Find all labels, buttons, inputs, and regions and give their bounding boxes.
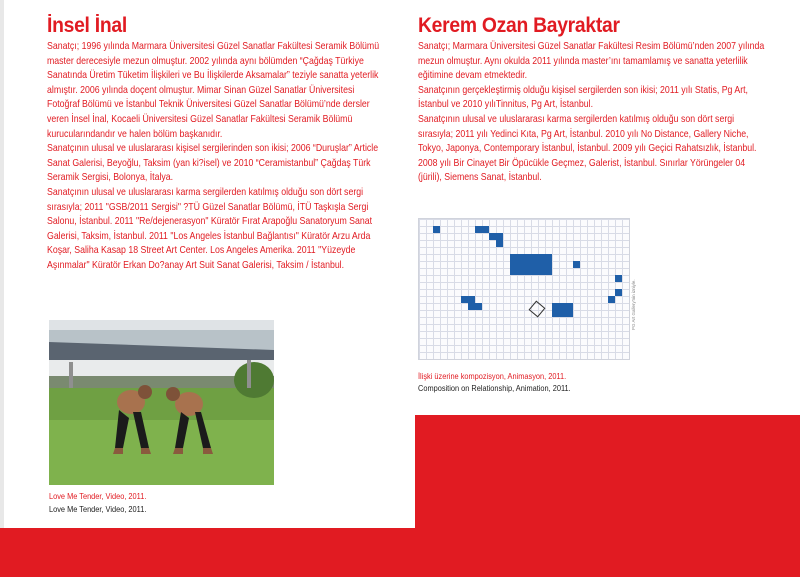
grid-square bbox=[489, 233, 496, 240]
page-edge bbox=[0, 0, 4, 528]
grid-square bbox=[461, 296, 475, 303]
bio-paragraph: Sanatçı; Marmara Üniversitesi Güzel Sanatlar Fakültesi Resim Bölümü’nden 2007 yılında mezun olmuştur. Aynı okulda 2011 yılında master’ını tamamlamış ve sanatta yeterlilik eğitimine devam etmektedir. bbox=[418, 41, 765, 82]
grid-square bbox=[615, 289, 622, 296]
artwork-grid-composition bbox=[418, 218, 630, 360]
grid-square bbox=[433, 226, 440, 233]
red-band-bottom-left bbox=[0, 528, 415, 577]
solo-exhibitions-paragraph: Sanatçının ulusal ve uluslararası kişisel sergilerinden son ikisi; 2006 “Duruşlar” Article Sanat Galerisi, Beyoğlu, Taksim (yan ki?isel) ve 2010 “Ceramistanbul” Çağdaş Türk Seramik Sergisi, Bolonya, İtalya. bbox=[47, 143, 379, 184]
grid-square bbox=[608, 296, 615, 303]
red-band-right bbox=[415, 415, 800, 577]
artist-name: İnsel İnal bbox=[47, 14, 127, 37]
group-exhibitions-paragraph: Sanatçının ulusal ve uluslararası karma sergilerden katılmış olduğu son dört sergi sırasıyla; 2011 yılı Yedinci Kıta, Pg Art, İstanbul. 2010 yılı No Distance, Gallery Niche, Tokyo, Japonya, Contemporary İstanbul, İstanbul. 2009 yılı Geçici Rahatsızlık, İstanbul. 2008 yılı Bir Cinayet Bir Öpücükle Geçmez, Galerist, İstanbul. Sınırlar Yörüngeler 04 (jürili), Siemens Sanat, İstanbul. bbox=[418, 113, 757, 184]
group-exhibitions-paragraph: Sanatçının ulusal ve uluslararası karma sergilerden katılmış olduğu son dört sergi sırasıyla; 2011 "GSB/2011 Sergisi" ?TÜ Güzel Sanatlar Bölümü, İTÜ Taşkışla Sergi Salonu, İstanbul. 2011 "Re/dejenerasyon" Küratör Fırat Arapoğlu Sanatoryum Sanat Galerisi, Taksim, İstanbul. 2011 "Los Angeles İstanbul Bağlantısı" Küratör Arzu Arda Koşar, Saliha Kasap 18 Street Art Center. Los Angeles Amerika. 2011 "Yüzeyde Aşınmalar" Küratör Erkan Do?anay Art Suit Sanat Galerisi, Taksim / İstanbul. bbox=[47, 186, 373, 271]
artwork-photo-wrestlers bbox=[49, 320, 274, 485]
artist-section-kerem-ozan-bayraktar bbox=[418, 14, 763, 186]
grid-square bbox=[468, 303, 482, 310]
artist-name: Kerem Ozan Bayraktar bbox=[418, 14, 620, 37]
grid-square bbox=[615, 275, 622, 282]
grid-square bbox=[496, 233, 503, 247]
caption-en: Love Me Tender, Video, 2011. bbox=[49, 504, 147, 514]
figure-mark bbox=[529, 301, 546, 318]
grid-square bbox=[510, 254, 552, 275]
grid-square bbox=[552, 303, 573, 317]
caption-tr: Love Me Tender, Video, 2011. bbox=[49, 491, 147, 501]
artist-section-insel-inal bbox=[47, 14, 387, 274]
artwork-side-note: PG Art Gallery'nin izniyle. bbox=[631, 279, 636, 330]
solo-exhibitions-paragraph: Sanatçının gerçekleştirmiş olduğu kişisel sergilerden son ikisi; 2011 yılı Statis, Pg Art, İstanbul ve 2010 yılıTinnitus, Pg Art, İstanbul. bbox=[418, 84, 748, 111]
caption-tr: İlişki üzerine kompozisyon, Animasyon, 2011. bbox=[418, 371, 567, 381]
grid-square bbox=[573, 261, 580, 268]
caption-en: Composition on Relationship, Animation, 2011. bbox=[418, 383, 571, 393]
grid-square bbox=[475, 226, 489, 233]
wrestlers-image bbox=[49, 320, 274, 485]
bio-paragraph: Sanatçı; 1996 yılında Marmara Üniversitesi Güzel Sanatlar Fakültesi Seramik Bölümü master derecesiyle mezun olmuştur. 2002 yılında aynı bölümden “Çağdaş Türkiye Sanatında Üretim Tüketim İlişkileri ve Bu İlişkilerde Aksamalar” teziyle sanatta yeterlik almıştır. 2006 yılında doçent olmuştur. Mimar Sinan Güzel Sanatlar Üniversitesi Fotoğraf Bölümü ve İstanbul Teknik Üniversitesi Güzel Sanatlar Bölümü’nde dersler veren İnsel İnal, Kocaeli Üniversitesi Güzel Sanatlar Fakültesi Seramik Bölümü kurucularındandır ve halen bölüm başkanıdır. bbox=[47, 41, 380, 140]
